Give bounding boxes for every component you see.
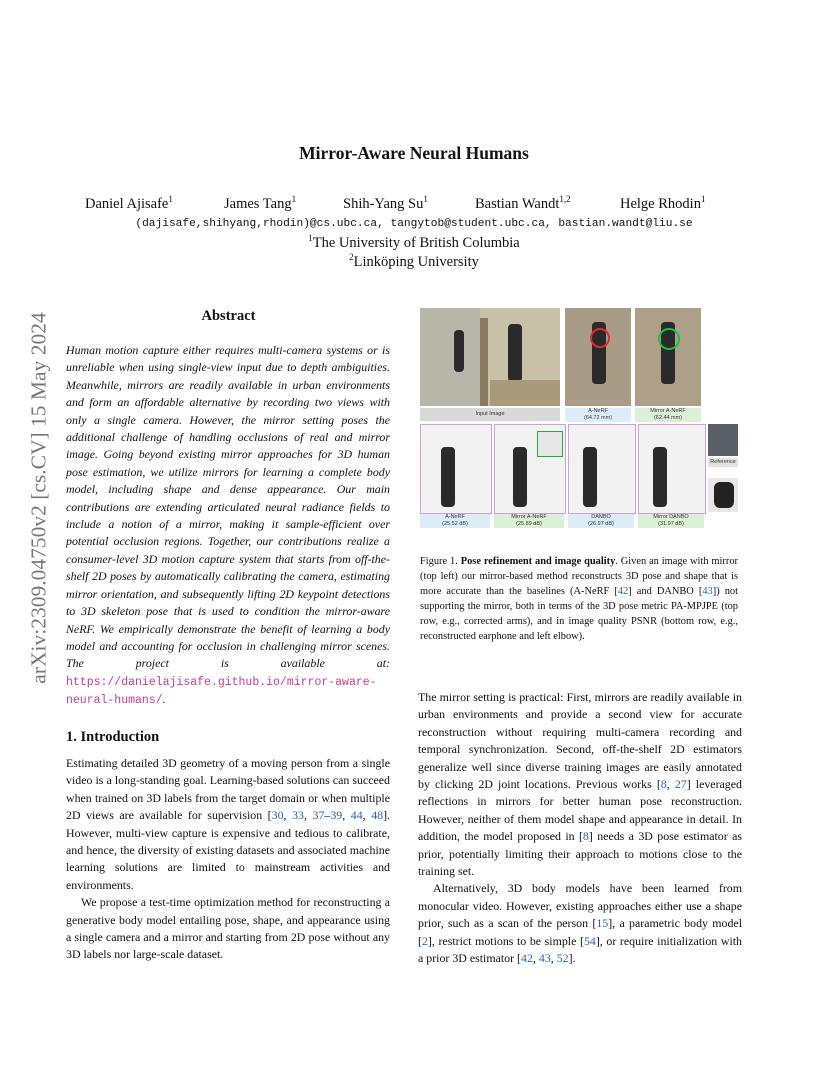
author-1 [85, 194, 173, 213]
figure-1 [420, 308, 740, 530]
text-run: ] needs a 3D pose estimator as prior, potentially limiting their approach to motions close to the training set. [418, 829, 742, 879]
text-run: ] leveraged reflections in mirrors for better human pose reconstruction. However, neither of them model shape and appearance in detail. In addition, the model proposed in [ [418, 777, 742, 844]
label-danbo [568, 514, 634, 528]
citation[interactable]: 43 [538, 951, 551, 966]
affil-name: Linköping University [353, 253, 479, 270]
citation[interactable]: 48 [371, 808, 384, 823]
reference-photo-top [708, 424, 738, 456]
intro-paragraph-1: Estimating detailed 3D geometry of a moving person from a single video is a long-standing goal. Learning-based solutions can succeed when trained on 3D labels from the target domain or when multiple 2D views are available for supervision [30, 33, 37–39, 44, 48]. However, multi-view capture is expensive and tedious to calibrate, and hence, the diversity of existing datasets and associated machine learning solutions are limited to mainstream activities and environments. [66, 756, 391, 892]
author-5 [620, 194, 705, 213]
person [441, 447, 455, 507]
project-link[interactable]: https://danielajisafe.github.io/mirror-aware-neural-humans/ [66, 675, 377, 708]
label-value: (31.97 dB) [658, 521, 684, 527]
label-mirror-anerf-bottom [494, 514, 564, 528]
author-3 [343, 194, 428, 213]
citation[interactable]: 33 [292, 808, 304, 823]
person [714, 482, 734, 508]
label-anerf-top [565, 408, 631, 422]
author-name: Bastian Wandt [475, 195, 560, 212]
citation[interactable]: 8 [582, 829, 589, 844]
intro-paragraph-2: We propose a test-time optimization method for reconstructing a generative body model entailing pose, shape, and appearance using a single camera and a mirror and starting from 2D pose without any 3D labels nor large-scale dataset. [66, 895, 390, 962]
label-value: (25.52 dB) [442, 521, 468, 527]
label-mirror-danbo [638, 514, 704, 528]
mirror-anerf-top-photo [635, 308, 701, 406]
affiliation-1 [0, 233, 828, 252]
citation[interactable]: 30 [271, 808, 284, 823]
author-2 [224, 194, 296, 213]
caption-label: Figure 1. [420, 556, 458, 567]
figure-1-caption [420, 554, 738, 645]
label-value: (25.89 dB) [516, 521, 542, 527]
label-text: DANBO [591, 514, 611, 520]
person [583, 447, 597, 507]
input-image-photo [420, 308, 560, 406]
citation[interactable]: 43 [702, 586, 713, 598]
affil-mark: 1 [308, 233, 313, 243]
label-text: Mirror A-NeRF [511, 514, 547, 520]
person-reflection [454, 330, 464, 372]
label-mirror-anerf-top [635, 408, 701, 422]
right-paragraph-1: The mirror setting is practical: First, mirrors are readily available in urban environments and provide a second view for accurate reconstruction without requiring multi-camera recording and temporal synchronization. Second, off-the-shelf 2D estimators generalize well since diverse training images are easily annotated by clicking 2D joint locations. Previous works [8, 27] leveraged reflections in mirrors for better human pose reconstruction. However, neither of them model shape and appearance in detail. In addition, the model proposed in [8] needs a 3D pose estimator as prior, potentially limiting their approach to motions close to the training set. [418, 690, 742, 879]
author-affil-mark: 1 [700, 194, 706, 204]
abstract-body: Human motion capture either requires multi-camera systems or is unreliable when using single-view input due to depth ambiguities. Meanwhile, mirrors are readily available in urban environments and form an affordable alternative by recording two views with only a single camera. However, the mirror setting poses the additional challenge of handling occlusions of real and mirror image. Going beyond existing mirror approaches for 3D human pose estimation, we utilize mirrors for learning a complete body model, including shape and dense appearance. Our main contributions are extending articulated neural radiance fields to include a notion of a mirror, making it sample-efficient over potential occlusion regions. Together, our contributions realize a consumer-level 3D motion capture system that starts from off-the-shelf 2D poses by automatically calibrating the camera, estimating mirror orientation, and subsequently lifting 2D keypoint detections to 3D skeleton pose that is used to condition the mirror-aware NeRF. We empirically demonstrate the benefit of learning a body model and accounting for occlusion in challenging mirror scenes. The project is available at: https://danielajisafe.github.io/mirror-aware-neural-humans/. [66, 343, 390, 708]
citation[interactable]: 37 [312, 808, 325, 823]
affil-name: The University of British Columbia [312, 234, 520, 251]
mirror-danbo-bottom-photo [638, 424, 706, 514]
pose-overlay [590, 328, 610, 348]
arxiv-sidebar [24, 278, 54, 718]
citation[interactable]: 54 [583, 933, 596, 948]
right-column-text [418, 689, 742, 968]
anerf-top-photo [565, 308, 631, 406]
text-run: . Given an image with mirror (top left) our mirror-based method reconstructs 3D pose and shape that is more accurate than the baselines (A-NeRF [ [420, 556, 738, 598]
citation[interactable]: 42 [521, 951, 533, 966]
label-input-image: Input Image [420, 408, 560, 421]
author-4 [475, 194, 571, 213]
text-run: The mirror setting is practical: First, mirrors are readily available in urban environments and provide a second view for accurate reconstruction without requiring multi-camera recording and temporal synchronization. Second, off-the-shelf 2D estimators generalize well since diverse training images are easily annotated by clicking 2D joint locations. Previous works [ [418, 690, 742, 792]
mirror-region [420, 308, 480, 406]
danbo-bottom-photo [568, 424, 636, 514]
author-emails: (dajisafe,shihyang,rhodin)@cs.ubc.ca, tangytob@student.ubc.ca, bastian.wandt@liu.se [135, 218, 693, 230]
label-text: Mirror A-NeRF [650, 408, 686, 414]
author-name: Daniel Ajisafe [85, 195, 169, 212]
section-heading-introduction: 1. Introduction [66, 729, 160, 745]
pose-overlay [658, 328, 680, 350]
text-run: Estimating detailed 3D geometry of a moving person from a single video is a long-standing goal. Learning-based solutions can succeed when trained on 3D labels from the target domain or when multiple 2D views are available for supervision [ [66, 756, 390, 823]
citation[interactable]: 27 [674, 777, 687, 792]
label-anerf-bottom [420, 514, 490, 528]
label-text: A-NeRF [588, 408, 608, 414]
citation[interactable]: 39 [330, 808, 343, 823]
abstract-text: Human motion capture either requires multi-camera systems or is unreliable when using single-view input due to depth ambiguities. Meanwhile, mirrors are readily available in urban environments and form an affordable alternative by recording two views with only a single camera. However, the mirror setting poses the additional challenge of handling occlusions of real and mirror image. Going beyond existing mirror approaches for 3D human pose estimation, we utilize mirrors for learning a complete body model, including shape and dense appearance. Our main contributions are extending articulated neural radiance fields to include a notion of a mirror, making it sample-efficient over potential occlusion regions. Together, our contributions realize a consumer-level 3D motion capture system that starts from off-the-shelf 2D poses by automatically calibrating the camera, estimating mirror orientation, and subsequently lifting 2D keypoint detections to 3D skeleton pose that is used to condition the mirror-aware NeRF. We empirically demonstrate the benefit of learning a body model and accounting for occlusion in challenging mirror scenes. The project is available at: [66, 343, 390, 671]
citation[interactable]: 15 [596, 916, 609, 931]
person [513, 447, 527, 507]
label-value: (64.72 mm) [583, 415, 613, 421]
floor [490, 380, 560, 406]
paper-title: Mirror-Aware Neural Humans [299, 143, 529, 163]
text-run: ], restrict motions to be simple [ [427, 933, 584, 948]
intro-column [66, 755, 390, 964]
label-text: A-NeRF [445, 514, 465, 520]
person [653, 447, 667, 507]
right-paragraph-2: Alternatively, 3D body models have been learned from monocular video. However, existing approaches either use a shape prior, such as a scan of the person [15], a parametric body model [2], restrict motions to be simple [54], or require initialization with a prior 3D estimator [42, 43, 52]. [418, 881, 742, 966]
citation[interactable]: 52 [556, 951, 569, 966]
text-run: ], or require initialization with a prior 3D estimator [ [418, 933, 742, 966]
affiliation-2 [0, 252, 828, 271]
caption-title: Pose refinement and image quality [460, 556, 616, 567]
label-reference: Reference [708, 458, 738, 467]
citation[interactable]: 8 [660, 777, 667, 792]
author-affil-mark: 1 [168, 194, 173, 204]
author-name: James Tang [224, 195, 292, 212]
author-affil-mark: 1 [423, 194, 428, 204]
text-run: Alternatively, 3D body models have been learned from monocular video. However, existing approaches either use a shape prior, such as a scan of the person [ [418, 881, 742, 931]
reference-photo-bottom [708, 478, 738, 512]
citation[interactable]: 2 [421, 933, 428, 948]
author-name: Helge Rhodin [620, 195, 701, 212]
author-affil-mark: 1,2 [559, 194, 571, 204]
text-run: ]. However, multi-view capture is expensive and tedious to calibrate, and hence, the diversity of existing datasets and associated machine learning solutions are limited to mainstream activities and environments. [66, 808, 391, 892]
mirror-frame [480, 318, 488, 406]
label-value: (62.44 mm) [653, 415, 683, 421]
text-run: ]. [568, 951, 576, 966]
citation[interactable]: 44 [350, 808, 363, 823]
arxiv-id: arXiv:2309.04750v2 [cs.CV] 15 May 2024 [26, 312, 51, 684]
zoom-inset [537, 431, 563, 457]
citation[interactable]: 42 [617, 586, 629, 598]
affil-mark: 2 [349, 252, 354, 262]
label-text: Mirror DANBO [653, 514, 689, 520]
text-run: ]) not supporting the mirror, both in terms of the 3D pose metric PA-MPJPE (top row, e.g., corrected arms), and in image quality PSNR (bottom row, e.g., reconstructed earphone and left elbow). [420, 586, 739, 643]
mirror-anerf-bottom-photo [494, 424, 566, 514]
person [508, 324, 522, 382]
label-value: (26.97 dB) [588, 521, 614, 527]
text-run: ], a parametric body model [ [418, 916, 742, 948]
author-name: Shih-Yang Su [343, 195, 424, 212]
author-affil-mark: 1 [291, 194, 297, 204]
abstract-heading: Abstract [201, 308, 256, 324]
text-run: ] and DANBO [ [628, 586, 703, 598]
anerf-bottom-photo [420, 424, 492, 514]
